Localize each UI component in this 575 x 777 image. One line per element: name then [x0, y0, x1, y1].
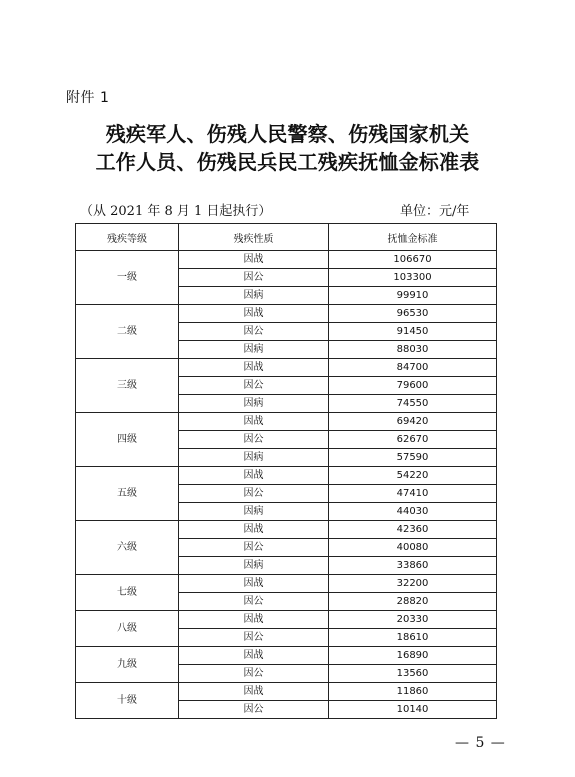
amount-cell: 79600: [329, 377, 497, 395]
grade-cell: 四级: [76, 413, 179, 467]
effective-date-note: （从 2021 年 8 月 1 日起执行）: [80, 204, 272, 219]
amount-cell: 18610: [329, 629, 497, 647]
nature-cell: 因公: [179, 431, 329, 449]
amount-cell: 47410: [329, 485, 497, 503]
grade-cell: 十级: [76, 683, 179, 719]
grade-cell: 五级: [76, 467, 179, 521]
amount-cell: 84700: [329, 359, 497, 377]
amount-cell: 69420: [329, 413, 497, 431]
amount-cell: 91450: [329, 323, 497, 341]
amount-cell: 10140: [329, 701, 497, 719]
grade-cell: 八级: [76, 611, 179, 647]
nature-cell: 因病: [179, 395, 329, 413]
table-row: [76, 647, 497, 665]
amount-cell: 44030: [329, 503, 497, 521]
amount-cell: 11860: [329, 683, 497, 701]
nature-cell: 因公: [179, 485, 329, 503]
amount-cell: 62670: [329, 431, 497, 449]
nature-cell: 因战: [179, 359, 329, 377]
table-row: [76, 251, 497, 269]
document-title-line-2: 工作人员、伤残民兵民工残疾抚恤金标准表: [95, 150, 480, 174]
nature-cell: 因公: [179, 539, 329, 557]
nature-cell: 因战: [179, 467, 329, 485]
nature-cell: 因战: [179, 683, 329, 701]
nature-cell: 因公: [179, 323, 329, 341]
grade-cell: 九级: [76, 647, 179, 683]
amount-cell: 54220: [329, 467, 497, 485]
grade-cell: 二级: [76, 305, 179, 359]
nature-cell: 因病: [179, 503, 329, 521]
table-body: [76, 251, 497, 719]
amount-cell: 33860: [329, 557, 497, 575]
amount-cell: 74550: [329, 395, 497, 413]
nature-cell: 因战: [179, 521, 329, 539]
table-header-row: [76, 224, 497, 251]
header-pension-standard: 抚恤金标准: [329, 224, 497, 251]
table-row: [76, 359, 497, 377]
nature-cell: 因战: [179, 611, 329, 629]
nature-cell: 因战: [179, 413, 329, 431]
header-disability-grade: 残疾等级: [76, 224, 179, 251]
nature-cell: 因公: [179, 701, 329, 719]
nature-cell: 因战: [179, 305, 329, 323]
nature-cell: 因战: [179, 251, 329, 269]
nature-cell: 因病: [179, 341, 329, 359]
nature-cell: 因战: [179, 575, 329, 593]
amount-cell: 88030: [329, 341, 497, 359]
table-row: [76, 305, 497, 323]
amount-cell: 103300: [329, 269, 497, 287]
amount-cell: 40080: [329, 539, 497, 557]
nature-cell: 因公: [179, 593, 329, 611]
document-title-line-1: 残疾军人、伤残人民警察、伤残国家机关: [105, 122, 470, 146]
amount-cell: 16890: [329, 647, 497, 665]
grade-cell: 六级: [76, 521, 179, 575]
nature-cell: 因病: [179, 287, 329, 305]
header-disability-nature: 残疾性质: [179, 224, 329, 251]
grade-cell: 三级: [76, 359, 179, 413]
amount-cell: 106670: [329, 251, 497, 269]
table-row: [76, 611, 497, 629]
nature-cell: 因战: [179, 647, 329, 665]
amount-cell: 42360: [329, 521, 497, 539]
unit-label: 单位：元/年: [400, 204, 470, 219]
amount-cell: 20330: [329, 611, 497, 629]
page-number: — 5 —: [455, 735, 506, 751]
table-row: [76, 575, 497, 593]
nature-cell: 因公: [179, 629, 329, 647]
table-row: [76, 683, 497, 701]
amount-cell: 13560: [329, 665, 497, 683]
nature-cell: 因公: [179, 665, 329, 683]
nature-cell: 因病: [179, 449, 329, 467]
table-row: [76, 413, 497, 431]
table-row: [76, 467, 497, 485]
amount-cell: 99910: [329, 287, 497, 305]
grade-cell: 七级: [76, 575, 179, 611]
table-row: [76, 521, 497, 539]
amount-cell: 96530: [329, 305, 497, 323]
amount-cell: 28820: [329, 593, 497, 611]
attachment-label: 附件 1: [66, 90, 110, 106]
nature-cell: 因公: [179, 269, 329, 287]
nature-cell: 因公: [179, 377, 329, 395]
nature-cell: 因病: [179, 557, 329, 575]
amount-cell: 32200: [329, 575, 497, 593]
pension-standard-table: [75, 223, 497, 719]
grade-cell: 一级: [76, 251, 179, 305]
amount-cell: 57590: [329, 449, 497, 467]
